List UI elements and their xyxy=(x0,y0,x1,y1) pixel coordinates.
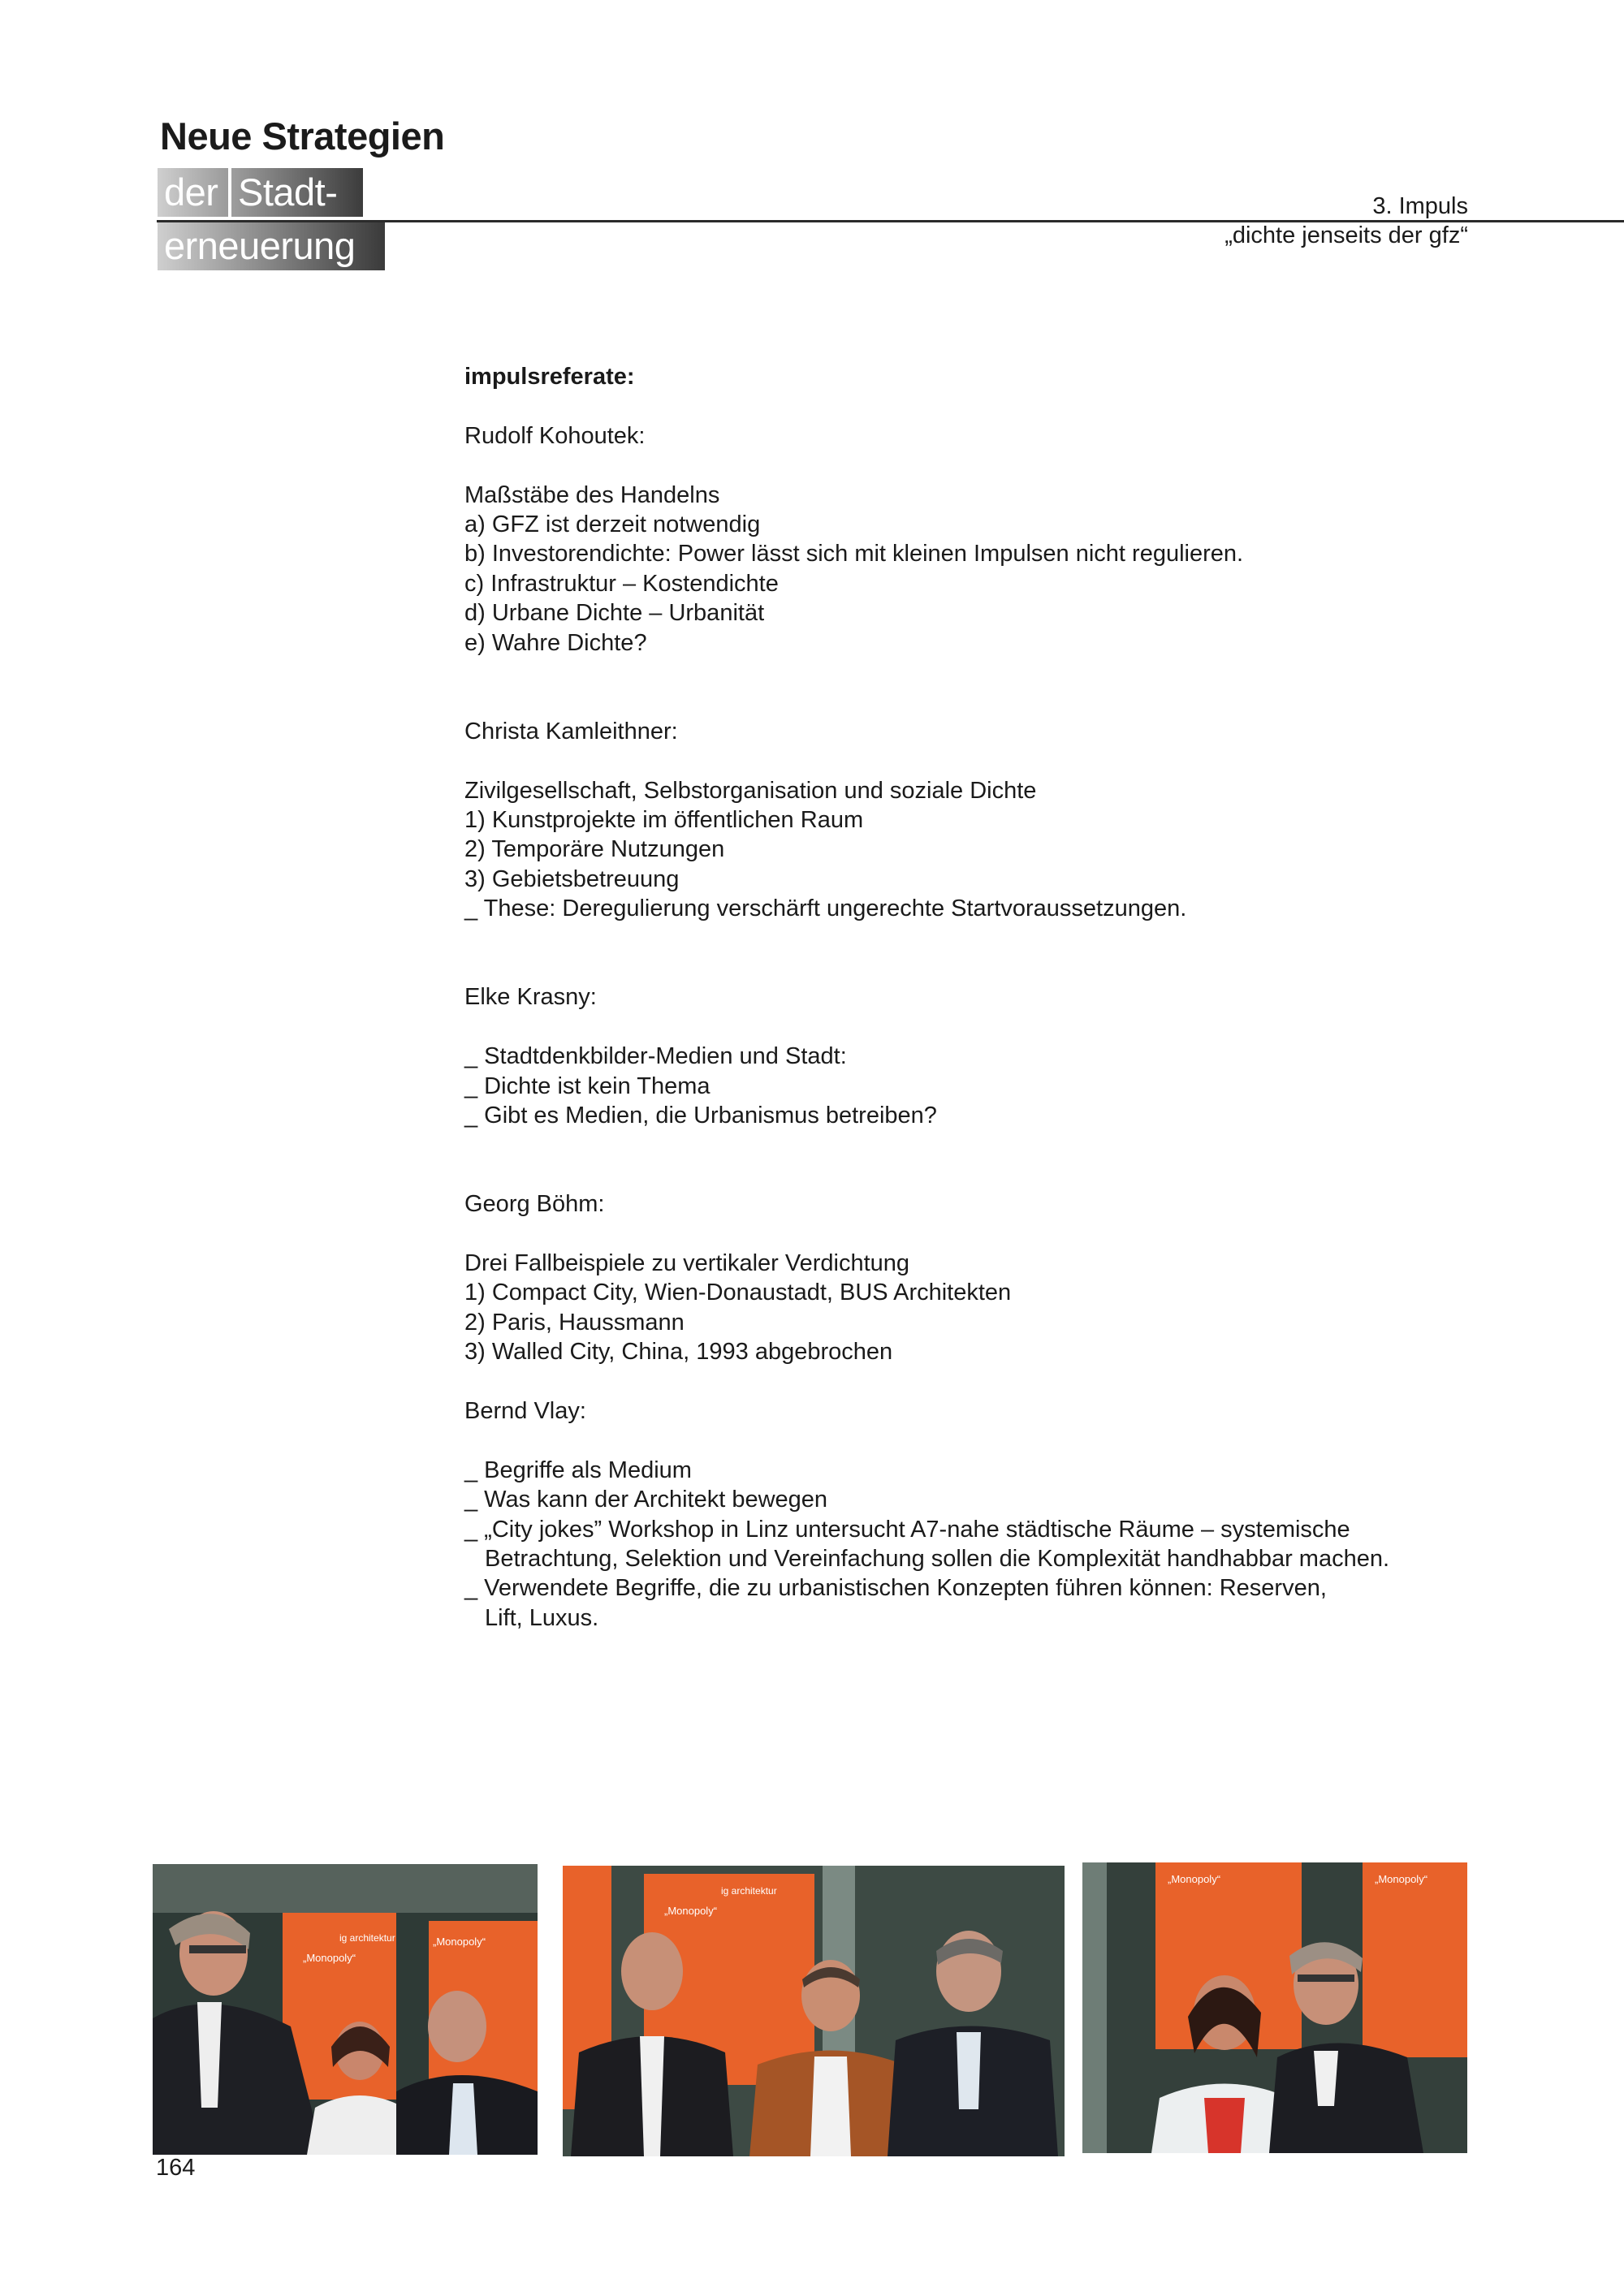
poster-label: „Monopoly“ xyxy=(664,1905,718,1917)
spacer xyxy=(464,658,1504,687)
talk-point: _ Was kann der Architekt bewegen xyxy=(464,1487,828,1513)
speaker-name: Rudolf Kohoutek: xyxy=(464,422,646,449)
spacer xyxy=(464,391,1504,421)
talk-point: e) Wahre Dichte? xyxy=(464,629,647,656)
main-text xyxy=(464,362,1504,1633)
talk-point: 2) Paris, Haussmann xyxy=(464,1309,685,1336)
talk-point: 3) Walled City, China, 1993 abgebrochen xyxy=(464,1339,893,1366)
event-photo-1 xyxy=(153,1864,538,2155)
talk-point-continuation: Lift, Luxus. xyxy=(485,1604,599,1631)
spacer xyxy=(464,687,1504,716)
talk-point: _ Dichte ist kein Thema xyxy=(464,1072,710,1099)
talk-point: 1) Kunstprojekte im öffentlichen Raum xyxy=(464,807,864,834)
title-tag-erneuerung: erneuerung xyxy=(158,222,385,270)
poster-label: „Monopoly“ xyxy=(303,1952,356,1964)
poster-label: „Monopoly“ xyxy=(433,1936,486,1948)
spacer xyxy=(464,1426,1504,1455)
talk-topic: Drei Fallbeispiele zu vertikaler Verdichtung xyxy=(464,1250,910,1277)
event-photo-2 xyxy=(563,1866,1065,2156)
talk-point: _ Gibt es Medien, die Urbanismus betreiben? xyxy=(464,1103,937,1129)
talk-point-continuation: Betrachtung, Selektion und Vereinfachung sollen die Komplexität handhabbar machen. xyxy=(485,1546,1390,1573)
talk-point: 1) Compact City, Wien-Donaustadt, BUS Architekten xyxy=(464,1280,1012,1306)
spacer xyxy=(464,924,1504,953)
poster-logo: ig architektur xyxy=(339,1932,395,1944)
photo-2-drawing xyxy=(563,1866,1065,2156)
section-heading: impulsreferate: xyxy=(464,364,635,390)
talk-point: 2) Temporäre Nutzungen xyxy=(464,836,725,863)
spacer xyxy=(464,746,1504,775)
impuls-subtitle: „dichte jenseits der gfz“ xyxy=(1224,222,1468,248)
talk-point: a) GFZ ist derzeit notwendig xyxy=(464,511,761,537)
spacer xyxy=(464,1367,1504,1396)
talk-point: 3) Gebietsbetreuung xyxy=(464,865,680,892)
event-photo-3 xyxy=(1082,1862,1467,2153)
talk-topic: Maßstäbe des Handelns xyxy=(464,481,720,508)
speaker-name: Georg Böhm: xyxy=(464,1191,605,1218)
talk-point: _ These: Deregulierung verschärft ungerechte Startvoraussetzungen. xyxy=(464,896,1187,922)
poster-logo: ig architektur xyxy=(721,1885,777,1897)
talk-point: _ Begriffe als Medium xyxy=(464,1457,692,1483)
talk-topic: Zivilgesellschaft, Selbstorganisation und soziale Dichte xyxy=(464,777,1037,804)
spacer xyxy=(464,1130,1504,1159)
poster-label: „Monopoly“ xyxy=(1168,1873,1221,1885)
talk-point: c) Infrastruktur – Kostendichte xyxy=(464,570,779,597)
speaker-name: Bernd Vlay: xyxy=(464,1398,586,1425)
photo-1-drawing xyxy=(153,1864,538,2155)
spacer xyxy=(464,1160,1504,1189)
publication-title: Neue Strategien xyxy=(160,114,445,158)
speaker-name: Christa Kamleithner: xyxy=(464,718,678,744)
talk-point: _ „City jokes” Workshop in Linz untersucht A7-nahe städtische Räume – systemische xyxy=(464,1516,1350,1543)
spacer xyxy=(464,451,1504,480)
talk-point: _ Verwendete Begriffe, die zu urbanistischen Konzepten führen können: Reserven, xyxy=(464,1575,1327,1602)
title-tag-der: der xyxy=(158,168,228,217)
talk-point: d) Urbane Dichte – Urbanität xyxy=(464,600,765,627)
spacer xyxy=(464,1012,1504,1042)
poster-label: „Monopoly“ xyxy=(1375,1873,1428,1885)
talk-point: b) Investorendichte: Power lässt sich mit kleinen Impulsen nicht regulieren. xyxy=(464,541,1244,568)
title-tag-stadt: Stadt- xyxy=(231,168,363,217)
page-number: 164 xyxy=(156,2155,196,2181)
spacer xyxy=(464,953,1504,982)
impuls-number: 3. Impuls xyxy=(1372,193,1468,219)
photo-3-drawing xyxy=(1082,1862,1467,2153)
speaker-name: Elke Krasny: xyxy=(464,984,597,1011)
spacer xyxy=(464,1219,1504,1249)
talk-point: _ Stadtdenkbilder-Medien und Stadt: xyxy=(464,1043,847,1070)
